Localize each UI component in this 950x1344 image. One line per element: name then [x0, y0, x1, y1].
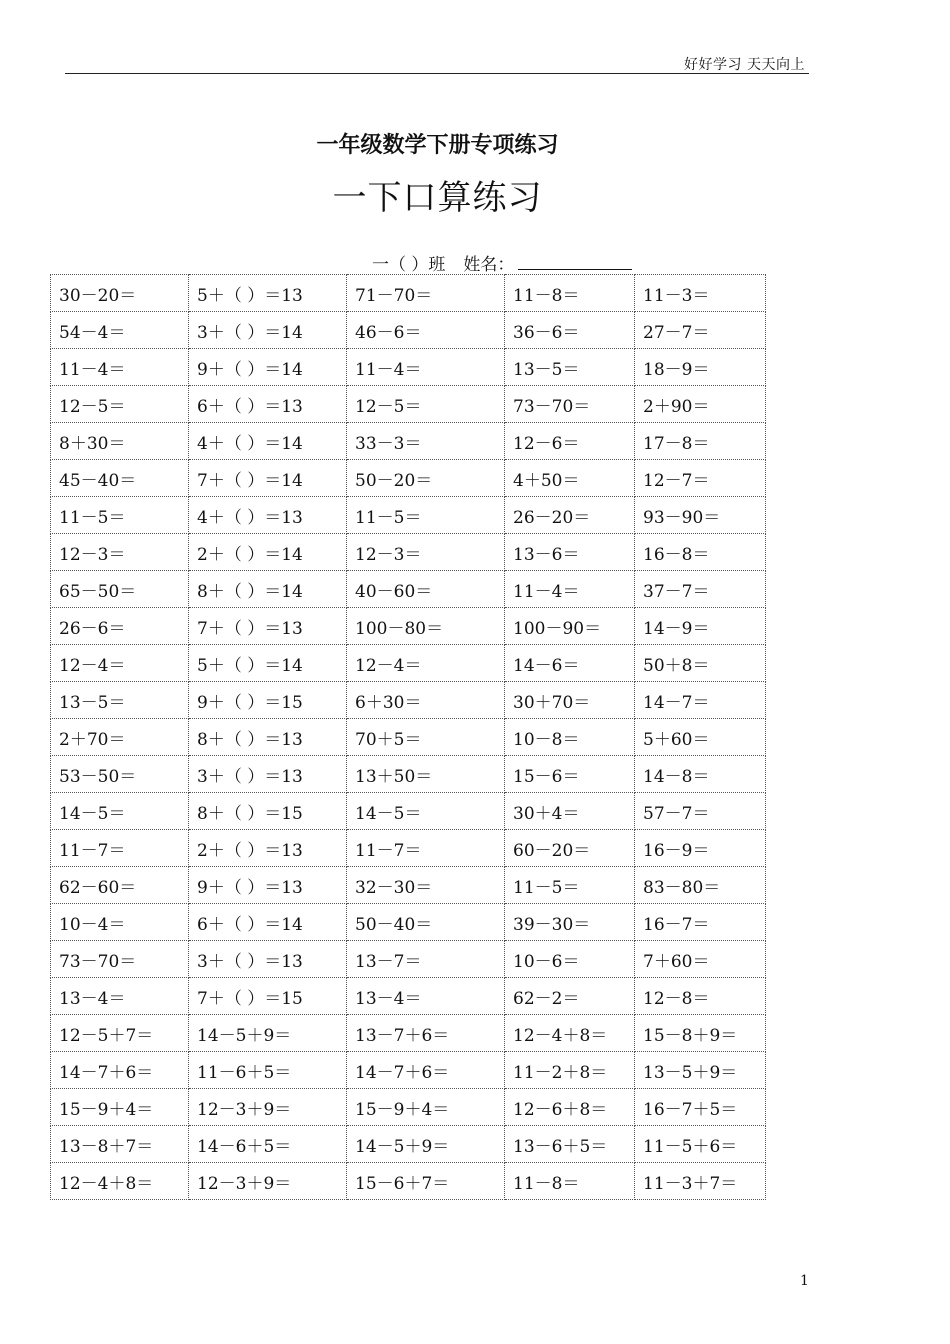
problem-cell: 10－8＝ — [505, 719, 635, 756]
problem-cell: 93－90＝ — [635, 497, 766, 534]
problem-cell: 12－4＝ — [51, 645, 189, 682]
problem-cell: 12－4＝ — [347, 645, 505, 682]
problem-cell: 15－6＋7＝ — [347, 1163, 505, 1200]
problem-cell: 13－5＝ — [505, 349, 635, 386]
problem-cell: 32－30＝ — [347, 867, 505, 904]
problem-cell: 46－6＝ — [347, 312, 505, 349]
problem-cell: 15－8＋9＝ — [635, 1015, 766, 1052]
problem-row — [51, 386, 766, 423]
problem-cell: 9＋（ ）＝14 — [189, 349, 347, 386]
problem-row — [51, 349, 766, 386]
problem-cell: 11－7＝ — [51, 830, 189, 867]
problem-row — [51, 312, 766, 349]
problem-cell: 73－70＝ — [505, 386, 635, 423]
problem-cell: 14－7＝ — [635, 682, 766, 719]
problem-cell: 15－9＋4＝ — [347, 1089, 505, 1126]
problem-cell: 40－60＝ — [347, 571, 505, 608]
problem-cell: 4＋（ ）＝14 — [189, 423, 347, 460]
problem-cell: 14－7＋6＝ — [347, 1052, 505, 1089]
problem-row — [51, 534, 766, 571]
problem-cell: 15－9＋4＝ — [51, 1089, 189, 1126]
problem-cell: 73－70＝ — [51, 941, 189, 978]
problem-cell: 12－3＝ — [51, 534, 189, 571]
problem-row — [51, 793, 766, 830]
header-motto: 好好学习 天天向上 — [684, 57, 805, 73]
problem-cell: 50－20＝ — [347, 460, 505, 497]
problem-cell: 33－3＝ — [347, 423, 505, 460]
problem-cell: 30－20＝ — [51, 275, 189, 312]
problem-cell: 9＋（ ）＝13 — [189, 867, 347, 904]
problem-cell: 16－7＝ — [635, 904, 766, 941]
problem-row — [51, 830, 766, 867]
problem-cell: 12－5＝ — [347, 386, 505, 423]
problem-cell: 16－7＋5＝ — [635, 1089, 766, 1126]
problem-cell: 8＋（ ）＝13 — [189, 719, 347, 756]
problem-cell: 11－3＝ — [635, 275, 766, 312]
problem-cell: 13－7＋6＝ — [347, 1015, 505, 1052]
problem-cell: 11－8＝ — [505, 275, 635, 312]
problem-cell: 2＋（ ）＝13 — [189, 830, 347, 867]
class-label: 一（ ）班 — [372, 255, 446, 275]
problem-cell: 13－7＝ — [347, 941, 505, 978]
problem-cell: 70＋5＝ — [347, 719, 505, 756]
problem-cell: 11－7＝ — [347, 830, 505, 867]
problem-cell: 27－7＝ — [635, 312, 766, 349]
problem-cell: 2＋（ ）＝14 — [189, 534, 347, 571]
problem-row — [51, 497, 766, 534]
worksheet-subtitle: 一年级数学下册专项练习 — [316, 133, 559, 158]
problem-cell: 3＋（ ）＝13 — [189, 756, 347, 793]
name-blank-line — [518, 253, 632, 270]
problem-cell: 50＋8＝ — [635, 645, 766, 682]
problem-cell: 12－5＝ — [51, 386, 189, 423]
problem-cell: 11－8＝ — [505, 1163, 635, 1200]
problem-cell: 14－6＋5＝ — [189, 1126, 347, 1163]
problem-cell: 8＋30＝ — [51, 423, 189, 460]
problem-cell: 2＋70＝ — [51, 719, 189, 756]
problem-cell: 15－6＝ — [505, 756, 635, 793]
problem-cell: 14－8＝ — [635, 756, 766, 793]
problem-cell: 9＋（ ）＝15 — [189, 682, 347, 719]
page-number: 1 — [800, 1273, 809, 1289]
problem-cell: 17－8＝ — [635, 423, 766, 460]
problem-cell: 5＋60＝ — [635, 719, 766, 756]
problem-cell: 83－80＝ — [635, 867, 766, 904]
problem-cell: 13－6＋5＝ — [505, 1126, 635, 1163]
problem-cell: 13－5＝ — [51, 682, 189, 719]
problem-row — [51, 645, 766, 682]
class-name-line — [372, 250, 632, 275]
problem-cell: 39－30＝ — [505, 904, 635, 941]
problem-cell: 11－4＝ — [51, 349, 189, 386]
problem-cell: 16－9＝ — [635, 830, 766, 867]
problem-cell: 100－80＝ — [347, 608, 505, 645]
problem-cell: 7＋（ ）＝15 — [189, 978, 347, 1015]
problem-cell: 12－8＝ — [635, 978, 766, 1015]
problem-cell: 11－4＝ — [347, 349, 505, 386]
problem-cell: 100－90＝ — [505, 608, 635, 645]
problem-cell: 11－2＋8＝ — [505, 1052, 635, 1089]
problem-cell: 3＋（ ）＝13 — [189, 941, 347, 978]
problem-cell: 37－7＝ — [635, 571, 766, 608]
problem-cell: 13－4＝ — [51, 978, 189, 1015]
problem-cell: 71－70＝ — [347, 275, 505, 312]
problem-cell: 11－4＝ — [505, 571, 635, 608]
problem-cell: 62－60＝ — [51, 867, 189, 904]
problem-row — [51, 1052, 766, 1089]
problem-cell: 11－3＋7＝ — [635, 1163, 766, 1200]
problem-cell: 6＋（ ）＝14 — [189, 904, 347, 941]
problem-cell: 14－5＋9＝ — [189, 1015, 347, 1052]
problem-cell: 12－7＝ — [635, 460, 766, 497]
problem-row — [51, 1126, 766, 1163]
problem-cell: 13－5＋9＝ — [635, 1052, 766, 1089]
problem-cell: 12－6＝ — [505, 423, 635, 460]
problem-cell: 54－4＝ — [51, 312, 189, 349]
problem-cell: 12－6＋8＝ — [505, 1089, 635, 1126]
problem-cell: 14－5＝ — [347, 793, 505, 830]
problem-cell: 4＋50＝ — [505, 460, 635, 497]
problem-cell: 62－2＝ — [505, 978, 635, 1015]
problem-row — [51, 423, 766, 460]
problem-row — [51, 867, 766, 904]
problem-row — [51, 608, 766, 645]
problem-row — [51, 1089, 766, 1126]
problem-cell: 8＋（ ）＝14 — [189, 571, 347, 608]
problem-cell: 30＋70＝ — [505, 682, 635, 719]
problem-row — [51, 682, 766, 719]
problem-cell: 7＋60＝ — [635, 941, 766, 978]
problem-cell: 2＋90＝ — [635, 386, 766, 423]
problem-cell: 36－6＝ — [505, 312, 635, 349]
problem-row — [51, 460, 766, 497]
problem-row — [51, 1015, 766, 1052]
problem-cell: 12－3＋9＝ — [189, 1089, 347, 1126]
problem-cell: 11－5＝ — [347, 497, 505, 534]
worksheet-title: 一下口算练习 — [332, 178, 543, 218]
problem-cell: 30＋4＝ — [505, 793, 635, 830]
problem-row — [51, 275, 766, 312]
problem-cell: 60－20＝ — [505, 830, 635, 867]
problem-cell: 11－5＋6＝ — [635, 1126, 766, 1163]
problem-cell: 13＋50＝ — [347, 756, 505, 793]
problem-row — [51, 941, 766, 978]
problem-cell: 14－7＋6＝ — [51, 1052, 189, 1089]
problem-cell: 16－8＝ — [635, 534, 766, 571]
problem-cell: 13－8＋7＝ — [51, 1126, 189, 1163]
problem-cell: 10－6＝ — [505, 941, 635, 978]
problem-cell: 3＋（ ）＝14 — [189, 312, 347, 349]
problem-cell: 5＋（ ）＝14 — [189, 645, 347, 682]
problem-row — [51, 719, 766, 756]
problem-cell: 14－6＝ — [505, 645, 635, 682]
problem-cell: 12－4＋8＝ — [51, 1163, 189, 1200]
problem-cell: 4＋（ ）＝13 — [189, 497, 347, 534]
problem-cell: 11－5＝ — [505, 867, 635, 904]
problem-cell: 65－50＝ — [51, 571, 189, 608]
problem-cell: 12－4＋8＝ — [505, 1015, 635, 1052]
problem-cell: 18－9＝ — [635, 349, 766, 386]
problem-cell: 14－5＋9＝ — [347, 1126, 505, 1163]
problem-cell: 7＋（ ）＝13 — [189, 608, 347, 645]
problem-cell: 5＋（ ）＝13 — [189, 275, 347, 312]
problem-cell: 11－6＋5＝ — [189, 1052, 347, 1089]
problem-row — [51, 571, 766, 608]
problem-cell: 14－9＝ — [635, 608, 766, 645]
problem-cell: 8＋（ ）＝15 — [189, 793, 347, 830]
problem-cell: 57－7＝ — [635, 793, 766, 830]
problem-cell: 6＋30＝ — [347, 682, 505, 719]
problem-cell: 14－5＝ — [51, 793, 189, 830]
problem-cell: 7＋（ ）＝14 — [189, 460, 347, 497]
problem-cell: 11－5＝ — [51, 497, 189, 534]
name-label: 姓名： — [463, 255, 515, 275]
problem-cell: 13－4＝ — [347, 978, 505, 1015]
problem-row — [51, 1163, 766, 1200]
problem-cell: 6＋（ ）＝13 — [189, 386, 347, 423]
problem-row — [51, 904, 766, 941]
header-rule — [65, 73, 809, 74]
problem-cell: 53－50＝ — [51, 756, 189, 793]
problem-cell: 12－5＋7＝ — [51, 1015, 189, 1052]
problem-cell: 45－40＝ — [51, 460, 189, 497]
problem-row — [51, 756, 766, 793]
problem-grid — [50, 274, 766, 1200]
problem-cell: 26－20＝ — [505, 497, 635, 534]
problem-row — [51, 978, 766, 1015]
problem-cell: 12－3＝ — [347, 534, 505, 571]
problem-cell: 10－4＝ — [51, 904, 189, 941]
problem-cell: 12－3＋9＝ — [189, 1163, 347, 1200]
problem-cell: 13－6＝ — [505, 534, 635, 571]
problem-cell: 26－6＝ — [51, 608, 189, 645]
problem-cell: 50－40＝ — [347, 904, 505, 941]
